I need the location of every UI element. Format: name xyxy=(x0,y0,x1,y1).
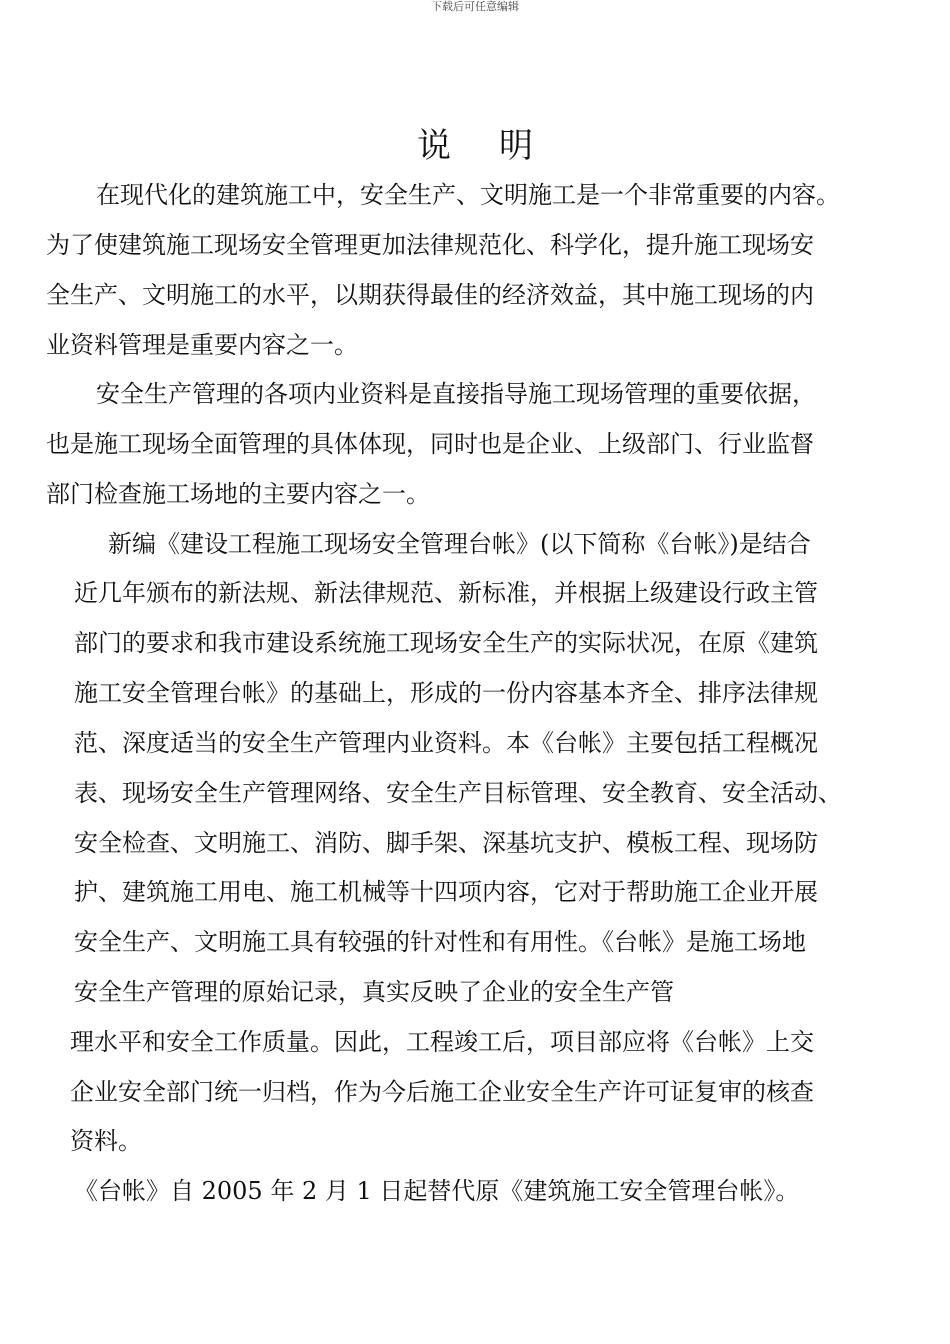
paragraph-line: 表、现场安全生产管理网络、安全生产目标管理、安全教育、安全活动、 xyxy=(74,779,842,807)
paragraph-line: 范、深度适当的安全生产管理内业资料。本《台帐》主要包括工程概况 xyxy=(74,729,818,757)
paragraph-line: 为了使建筑施工现场安全管理更加法律规范化、科学化，提升施工现场安 xyxy=(46,231,814,259)
paragraph-line: 企业安全部门统一归档，作为今后施工企业安全生产许可证复审的核查 xyxy=(70,1078,814,1106)
paragraph-line: 安全生产管理的原始记录，真实反映了企业的安全生产管 xyxy=(74,978,674,1006)
paragraph-line: 在现代化的建筑施工中，安全生产、文明施工是一个非常重要的内容。 xyxy=(96,181,840,209)
paragraph-line: 近几年颁布的新法规、新法律规范、新标准，并根据上级建设行政主管 xyxy=(74,579,818,607)
paragraph-line: 安全生产、文明施工具有较强的针对性和有用性。《台帐》是施工场地 xyxy=(74,928,806,956)
paragraph-line: 安全检查、文明施工、消防、脚手架、深基坑支护、模板工程、现场防 xyxy=(74,829,818,857)
paragraph-line: 部门的要求和我市建设系统施工现场安全生产的实际状况，在原《建筑 xyxy=(74,629,818,657)
paragraph-line: 护、建筑施工用电、施工机械等十四项内容，它对于帮助施工企业开展 xyxy=(74,878,818,906)
paragraph-line: 业资料管理是重要内容之一。 xyxy=(46,331,358,359)
paragraph-line: 资料。 xyxy=(70,1127,142,1155)
paragraph-line: 安全生产管理的各项内业资料是直接指导施工现场管理的重要依据， xyxy=(96,380,816,408)
paragraph-line: 新编《建设工程施工现场安全管理台帐》(以下简称《台帐》)是结合 xyxy=(108,530,811,558)
paragraph-line: 理水平和安全工作质量。因此，工程竣工后，项目部应将《台帐》上交 xyxy=(70,1028,814,1056)
paragraph-line: 也是施工现场全面管理的具体体现，同时也是企业、上级部门、行业监督 xyxy=(46,430,814,458)
paragraph-line: 部门检查施工场地的主要内容之一。 xyxy=(46,480,430,508)
document-title: 说明 xyxy=(417,126,581,166)
paragraph-line: 全生产、文明施工的水平，以期获得最佳的经济效益，其中施工现场的内 xyxy=(46,281,814,309)
paragraph-line: 施工安全管理台帐》的基础上，形成的一份内容基本齐全、排序法律规 xyxy=(74,679,818,707)
paragraph-line: 《台帐》自 2005 年 2 月 1 日起替代原《建筑施工安全管理台帐》。 xyxy=(74,1177,800,1205)
header-note: 下载后可任意编辑 xyxy=(431,0,519,13)
